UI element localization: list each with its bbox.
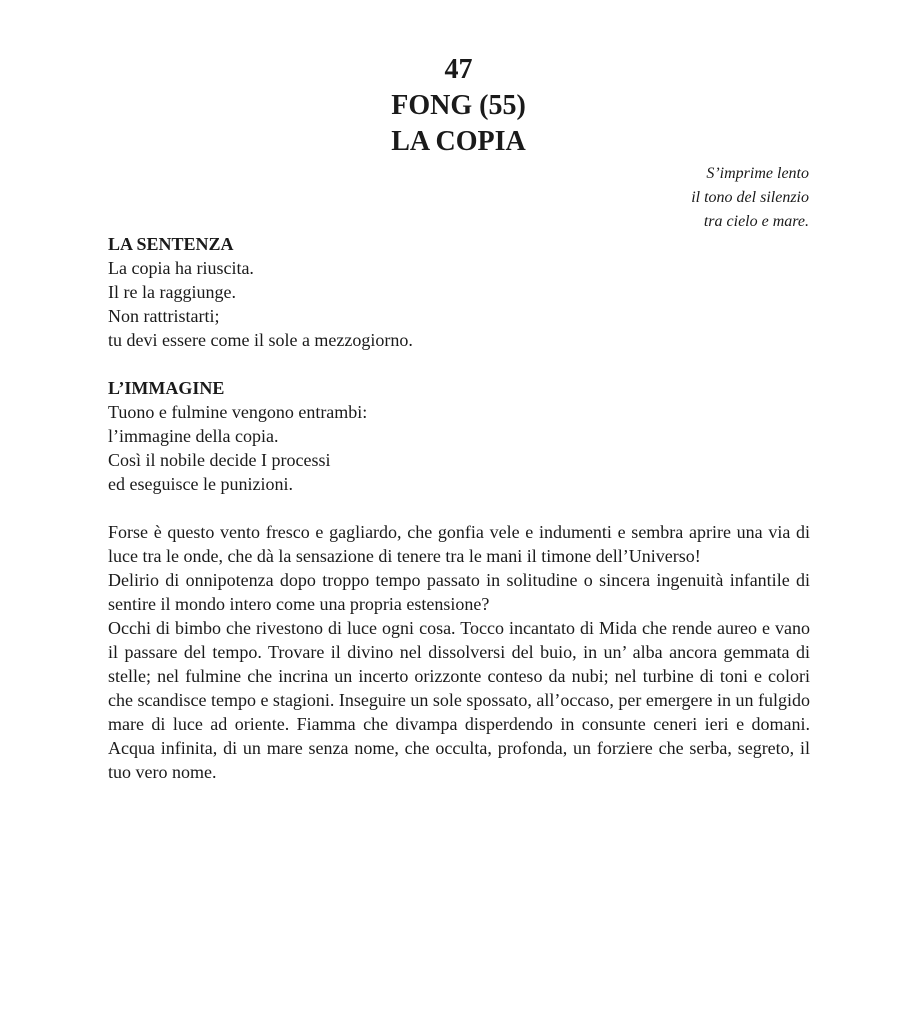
immagine-section — [108, 376, 810, 496]
sentenza-title: LA SENTENZA — [108, 234, 234, 254]
immagine-line: Tuono e fulmine vengono entrambi: — [108, 402, 368, 422]
sentenza-line: Non rattristarti; — [108, 306, 220, 326]
epigraph-line: il tono del silenzio — [691, 189, 809, 206]
prose-paragraph: Delirio di onnipotenza dopo troppo tempo passato in solitudine o sincera ingenuità infantile di sentire il mondo intero come una propria estensione? — [108, 570, 810, 614]
epigraph — [691, 162, 809, 234]
prose-paragraph: Occhi di bimbo che rivestono di luce ogni cosa. Tocco incantato di Mida che rende aureo e vano il passare del tempo. Trovare il divino nel dissolversi del buio, in un’ alba ancora gemmata di stelle; nel fulmine che incrina un incerto orizzonte conteso da nubi; nel turbine di toni e colori che scandisce tempo e stagioni. Inseguire un sole spossato, all’occaso, per emergere in un fulgido mare di luce ad oriente. Fiamma che divampa disperdendo in consunte ceneri ieri e domani. Acqua infinita, di un mare senza nome, che occulta, profonda, un forziere che serba, segreto, il tuo vero nome. — [108, 618, 810, 782]
chapter-number: 47 — [444, 54, 473, 85]
sentenza-line: tu devi essere come il sole a mezzogiorno. — [108, 330, 413, 350]
epigraph-line: S’imprime lento — [706, 165, 809, 182]
immagine-title: L’IMMAGINE — [108, 378, 225, 398]
chapter-title: LA COPIA — [391, 126, 526, 157]
prose-commentary — [108, 520, 810, 784]
epigraph-line: tra cielo e mare. — [703, 213, 809, 230]
immagine-line: Così il nobile decide I processi — [108, 450, 331, 470]
sentenza-line: Il re la raggiunge. — [108, 282, 236, 302]
prose-paragraph: Forse è questo vento fresco e gagliardo, che gonfia vele e indumenti e sembra aprire una via di luce tra le onde, che dà la sensazione di tenere tra le mani il timone dell’Universo! — [108, 522, 810, 566]
chapter-heading — [0, 52, 917, 160]
hexagram-name: FONG (55) — [391, 90, 526, 121]
immagine-line: ed eseguisce le punizioni. — [108, 474, 293, 494]
immagine-line: l’immagine della copia. — [108, 426, 279, 446]
sentenza-section — [108, 232, 810, 352]
sentenza-line: La copia ha riuscita. — [108, 258, 254, 278]
body-text — [108, 232, 810, 784]
